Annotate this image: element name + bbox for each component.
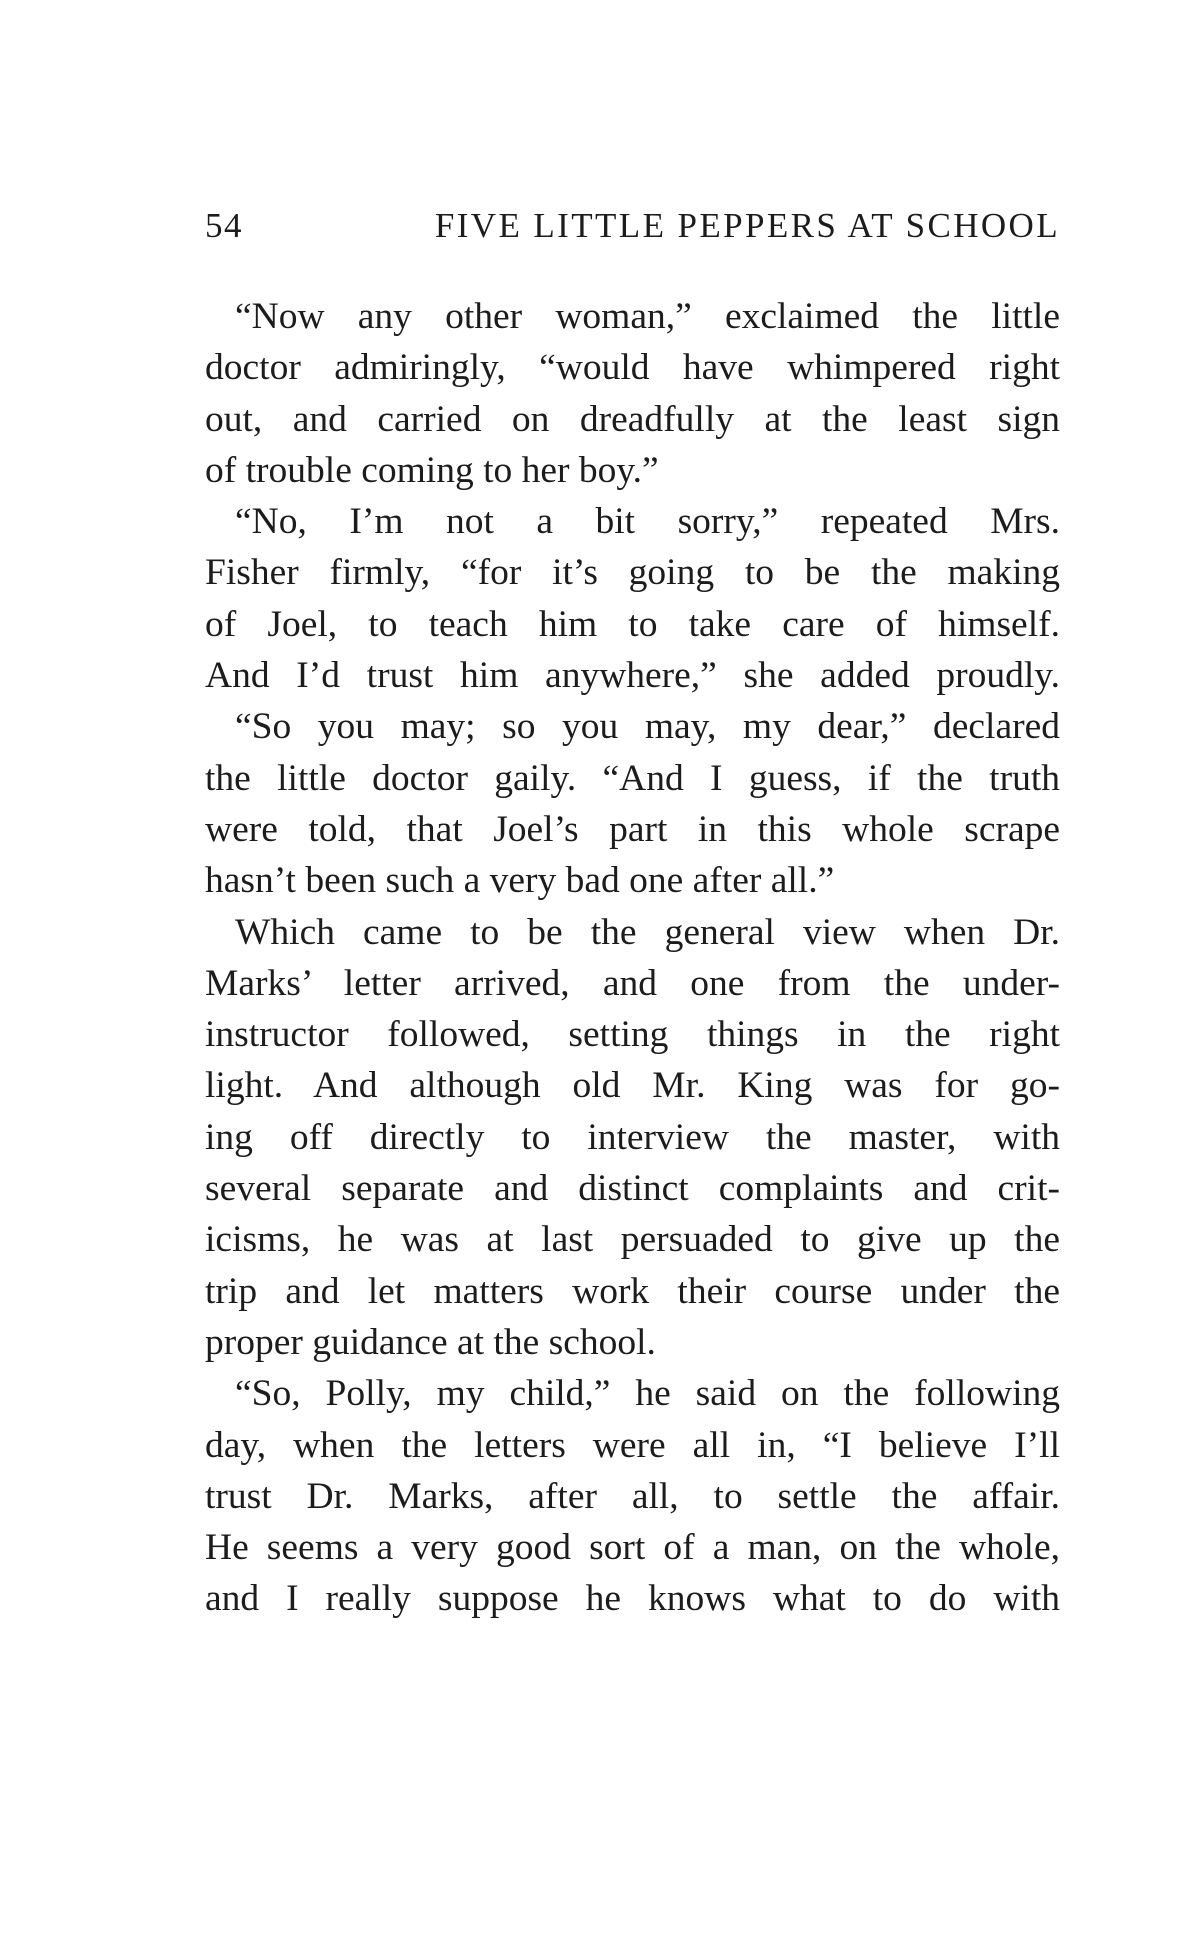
text-line: of trouble coming to her boy.” — [205, 449, 659, 491]
text-line: trip and let matters work their course under the — [205, 1270, 1060, 1312]
text-line: Which came to be the general view when Dr. — [235, 911, 1060, 953]
body-text — [205, 291, 1060, 1625]
paragraph-2 — [205, 496, 1060, 701]
text-line: Marks’ letter arrived, and one from the under- — [205, 962, 1060, 1004]
text-line: “No, I’m not a bit sorry,” repeated Mrs. — [235, 501, 1060, 543]
page-number: 54 — [205, 206, 243, 245]
text-line: ing off directly to interview the master, with — [205, 1116, 1060, 1158]
text-line: And I’d trust him anywhere,” she added proudly. — [205, 655, 1060, 697]
paragraph-4 — [205, 907, 1060, 1369]
text-line: hasn’t been such a very bad one after all.” — [205, 860, 835, 902]
book-title: FIVE LITTLE PEPPERS AT SCHOOL — [434, 206, 1060, 245]
text-line: day, when the letters were all in, “I believe I’ll — [205, 1424, 1060, 1466]
paragraph-5 — [205, 1368, 1060, 1624]
text-line: several separate and distinct complaints and crit- — [205, 1168, 1060, 1210]
text-line: “So, Polly, my child,” he said on the following — [235, 1373, 1060, 1415]
text-line: were told, that Joel’s part in this whole scrape — [205, 808, 1060, 850]
text-line: trust Dr. Marks, after all, to settle the affair. — [205, 1475, 1060, 1517]
paragraph-3 — [205, 701, 1060, 906]
text-line: of Joel, to teach him to take care of himself. — [205, 603, 1060, 645]
text-line: proper guidance at the school. — [205, 1321, 656, 1363]
text-line: light. And although old Mr. King was for go- — [205, 1065, 1060, 1107]
text-line: instructor followed, setting things in the right — [205, 1014, 1060, 1056]
text-line: out, and carried on dreadfully at the least sign — [205, 398, 1060, 440]
text-line: He seems a very good sort of a man, on the whole, — [205, 1527, 1060, 1569]
text-line: doctor admiringly, “would have whimpered right — [205, 347, 1060, 389]
text-line: and I really suppose he knows what to do with — [205, 1578, 1060, 1620]
text-line: “Now any other woman,” exclaimed the little — [235, 296, 1060, 337]
text-line: Fisher firmly, “for it’s going to be the making — [205, 552, 1060, 594]
running-head — [205, 204, 1060, 248]
paragraph-1 — [205, 291, 1060, 496]
text-line: icisms, he was at last persuaded to give up the — [205, 1219, 1060, 1261]
text-line: “So you may; so you may, my dear,” declared — [235, 706, 1060, 748]
text-line: the little doctor gaily. “And I guess, if the truth — [205, 757, 1060, 799]
